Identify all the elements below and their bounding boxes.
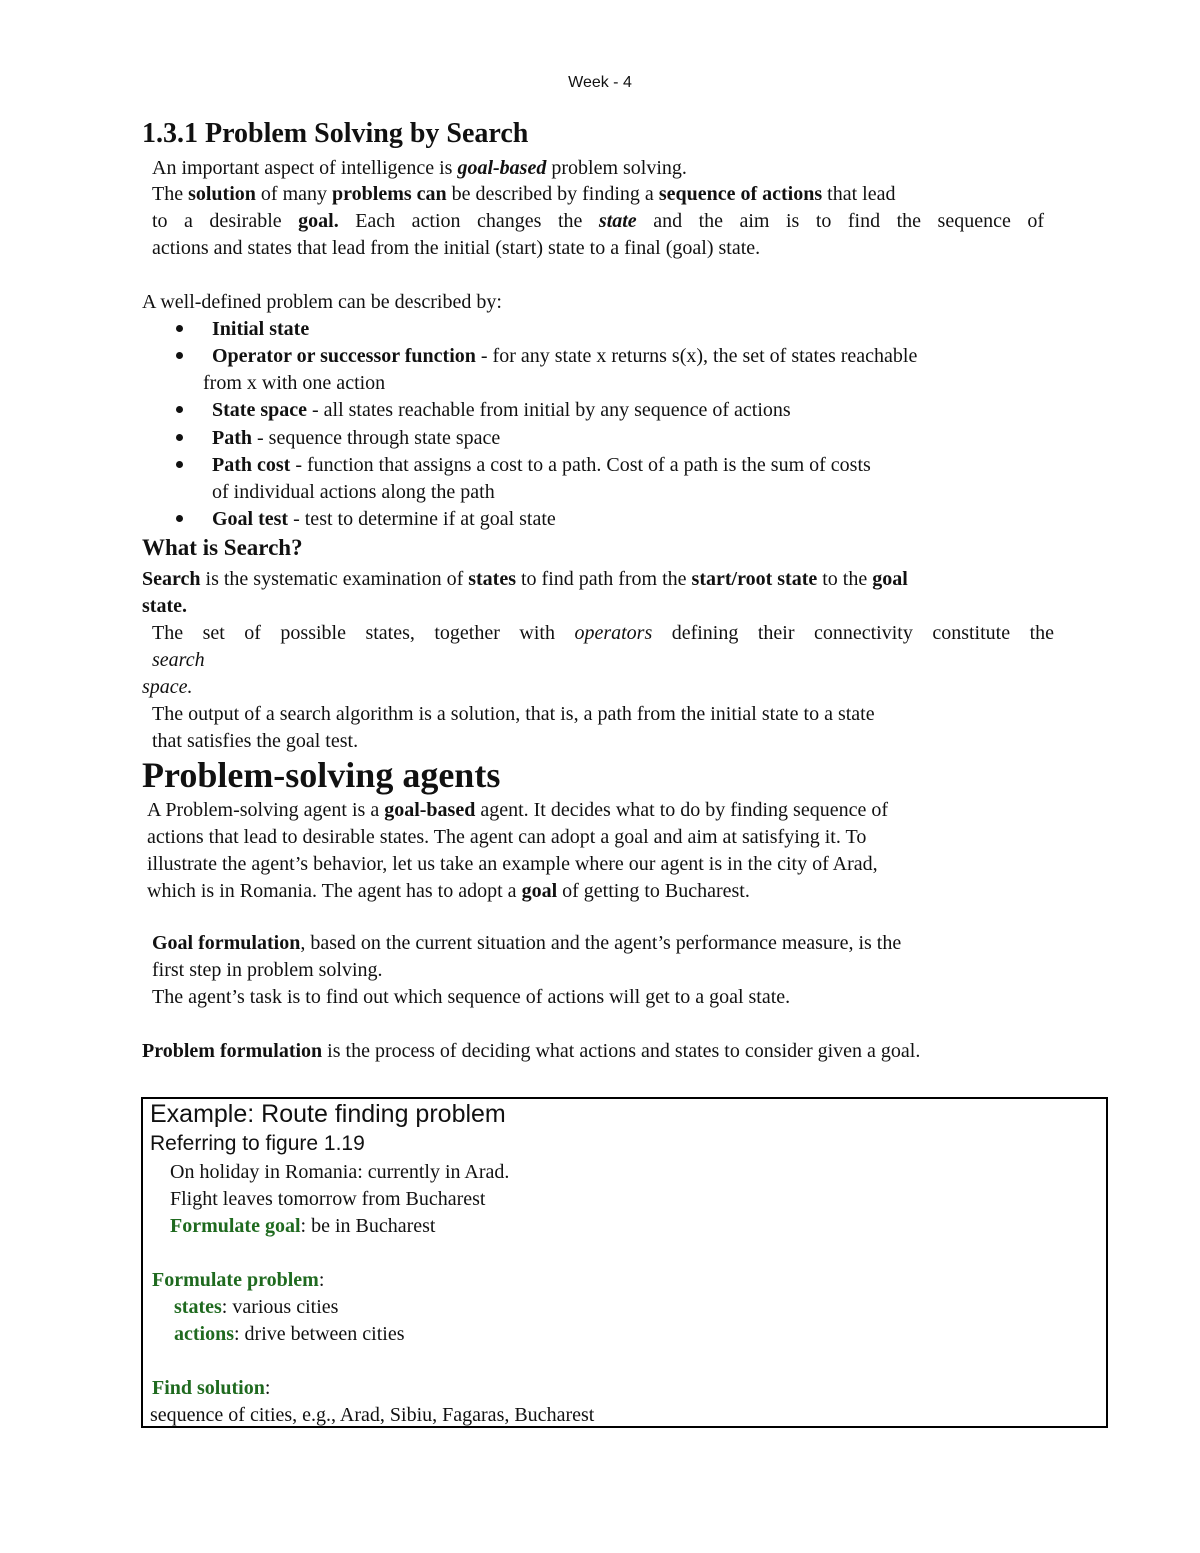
search-output-line2: that satisfies the goal test. — [152, 730, 359, 752]
bullet-term: Path — [212, 427, 252, 449]
bullet-icon — [172, 431, 186, 445]
italic-run: operators — [574, 622, 653, 644]
agents-title: Problem-solving agents — [142, 755, 501, 795]
solution-paragraph-line1 — [152, 181, 895, 207]
bullet-path-cost-cont: of individual actions along the path — [212, 481, 495, 503]
bullet-state-space — [212, 397, 791, 423]
bullet-term: Goal test — [212, 508, 289, 530]
bold-run: Search — [142, 568, 201, 590]
bullet-desc: - all states reachable from initial by any sequence of actions — [306, 399, 791, 421]
bold-run: goal — [521, 880, 558, 902]
bullet-operator — [212, 343, 917, 369]
text-run: of getting to Bucharest. — [557, 880, 750, 902]
intro-paragraph — [152, 155, 687, 181]
text-run: to the — [817, 568, 873, 590]
bullet-icon — [172, 349, 186, 363]
example-line-goal — [170, 1213, 436, 1239]
bold-run: Problem formulation — [142, 1040, 323, 1062]
text-run: : drive between cities — [234, 1323, 405, 1345]
bold-run: Goal formulation — [152, 932, 301, 954]
text-run: The set of possible states, together with — [152, 622, 575, 644]
bullet-desc: - test to determine if at goal state — [288, 508, 556, 530]
agents-paragraph-line1 — [147, 797, 888, 823]
text-run: : — [318, 1269, 325, 1291]
bold-run: solution — [188, 183, 256, 205]
bold-run: state. — [142, 595, 187, 617]
what-is-search-title: What is Search? — [142, 535, 303, 560]
search-definition-line2 — [142, 593, 187, 619]
text-run: be described by finding a — [446, 183, 659, 205]
intro-text-pre: An important aspect of intelligence is — [152, 157, 458, 179]
text-run: and the aim is to find the sequence of — [636, 210, 1045, 232]
bullet-desc: - for any state x returns s(x), the set of states reachable — [475, 345, 918, 367]
bold-run: goal. — [298, 210, 339, 232]
green-label: actions — [174, 1323, 234, 1345]
example-title: Example: Route finding problem — [150, 1100, 506, 1128]
example-line-holiday: On holiday in Romania: currently in Arad. — [170, 1161, 510, 1183]
bullet-goal-test — [212, 506, 556, 532]
bold-run: problems can — [332, 183, 447, 205]
bold-run: goal — [872, 568, 908, 590]
green-label: states — [174, 1296, 222, 1318]
text-run: : various cities — [221, 1296, 339, 1318]
intro-text-post: problem solving. — [546, 157, 687, 179]
green-label: Formulate problem — [152, 1269, 319, 1291]
text-run: , based on the current situation and the agent’s performance measure, is the — [300, 932, 902, 954]
italic-run: space. — [142, 676, 193, 698]
text-run: is the process of deciding what actions and states to consider given a goal. — [322, 1040, 921, 1062]
goal-formulation-line1 — [152, 930, 901, 956]
text-run: that lead — [822, 183, 896, 205]
solution-paragraph-line3: actions and states that lead from the initial (start) state to a final (goal) state. — [152, 237, 761, 259]
bullet-desc: - sequence through state space — [252, 427, 501, 449]
bullet-term: Operator or successor function — [212, 345, 476, 367]
bold-run: start/root state — [691, 568, 818, 590]
solution-paragraph-line2 — [152, 208, 1044, 234]
text-run: is the systematic examination of — [200, 568, 469, 590]
bullet-icon — [172, 512, 186, 526]
bullet-term: Path cost — [212, 454, 291, 476]
green-label: Find solution — [152, 1377, 265, 1399]
text-run: of many — [255, 183, 332, 205]
bullet-icon — [172, 322, 186, 336]
green-label: Formulate goal — [170, 1215, 301, 1237]
goal-formulation-line3: The agent’s task is to find out which sequence of actions will get to a goal state. — [152, 986, 791, 1008]
italic-run: search — [152, 649, 205, 671]
example-line-actions — [174, 1321, 405, 1347]
agents-paragraph-line2: actions that lead to desirable states. The agent can adopt a goal and aim at satisfying it. To — [147, 826, 867, 848]
search-definition-line1 — [142, 566, 908, 592]
search-space-line2 — [152, 647, 205, 673]
example-line-formulate-problem — [152, 1267, 324, 1293]
bullet-icon — [172, 403, 186, 417]
text-run: Each action changes the — [338, 210, 599, 232]
text-run: to a desirable — [152, 210, 299, 232]
intro-emphasis: goal-based — [457, 157, 547, 179]
agents-paragraph-line3: illustrate the agent’s behavior, let us take an example where our agent is in the city of Arad, — [147, 853, 878, 875]
text-run: The — [152, 183, 189, 205]
text-run: : — [264, 1377, 271, 1399]
page-header: Week - 4 — [568, 74, 632, 91]
section-title: 1.3.1 Problem Solving by Search — [142, 118, 529, 149]
bullet-path-cost — [212, 452, 871, 478]
bullet-operator-cont: from x with one action — [203, 372, 386, 394]
text-run: which is in Romania. The agent has to adopt a — [147, 880, 522, 902]
search-space-line3 — [142, 674, 193, 700]
text-run: to find path from the — [516, 568, 692, 590]
text-run: A Problem-solving agent is a — [147, 799, 385, 821]
bullet-term: State space — [212, 399, 307, 421]
bullet-desc: - function that assigns a cost to a path. Cost of a path is the sum of costs — [290, 454, 871, 476]
bold-run: goal-based — [384, 799, 476, 821]
example-line-sequence: sequence of cities, e.g., Arad, Sibiu, Fagaras, Bucharest — [150, 1404, 595, 1426]
goal-formulation-line2: first step in problem solving. — [152, 959, 383, 981]
example-subtitle: Referring to figure 1.19 — [150, 1132, 365, 1155]
agents-paragraph-line4 — [147, 878, 750, 904]
example-line-flight: Flight leaves tomorrow from Bucharest — [170, 1188, 486, 1210]
bullet-path — [212, 425, 500, 451]
search-output-line1: The output of a search algorithm is a solution, that is, a path from the initial state to a state — [152, 703, 875, 725]
text-run: : be in Bucharest — [300, 1215, 436, 1237]
text-run: agent. It decides what to do by finding sequence of — [475, 799, 888, 821]
bold-run: sequence of actions — [658, 183, 823, 205]
well-defined-intro: A well-defined problem can be described by: — [142, 291, 502, 313]
bullet-icon — [172, 458, 186, 472]
problem-formulation — [142, 1038, 920, 1064]
bold-run: states — [468, 568, 516, 590]
emphasis-run: state — [598, 210, 637, 232]
search-space-line1 — [152, 620, 1054, 646]
text-run: defining their connectivity constitute the — [652, 622, 1055, 644]
example-line-states — [174, 1294, 338, 1320]
bullet-term: Initial state — [212, 318, 310, 340]
bullet-initial-state — [212, 316, 309, 342]
example-line-find-solution — [152, 1375, 270, 1401]
